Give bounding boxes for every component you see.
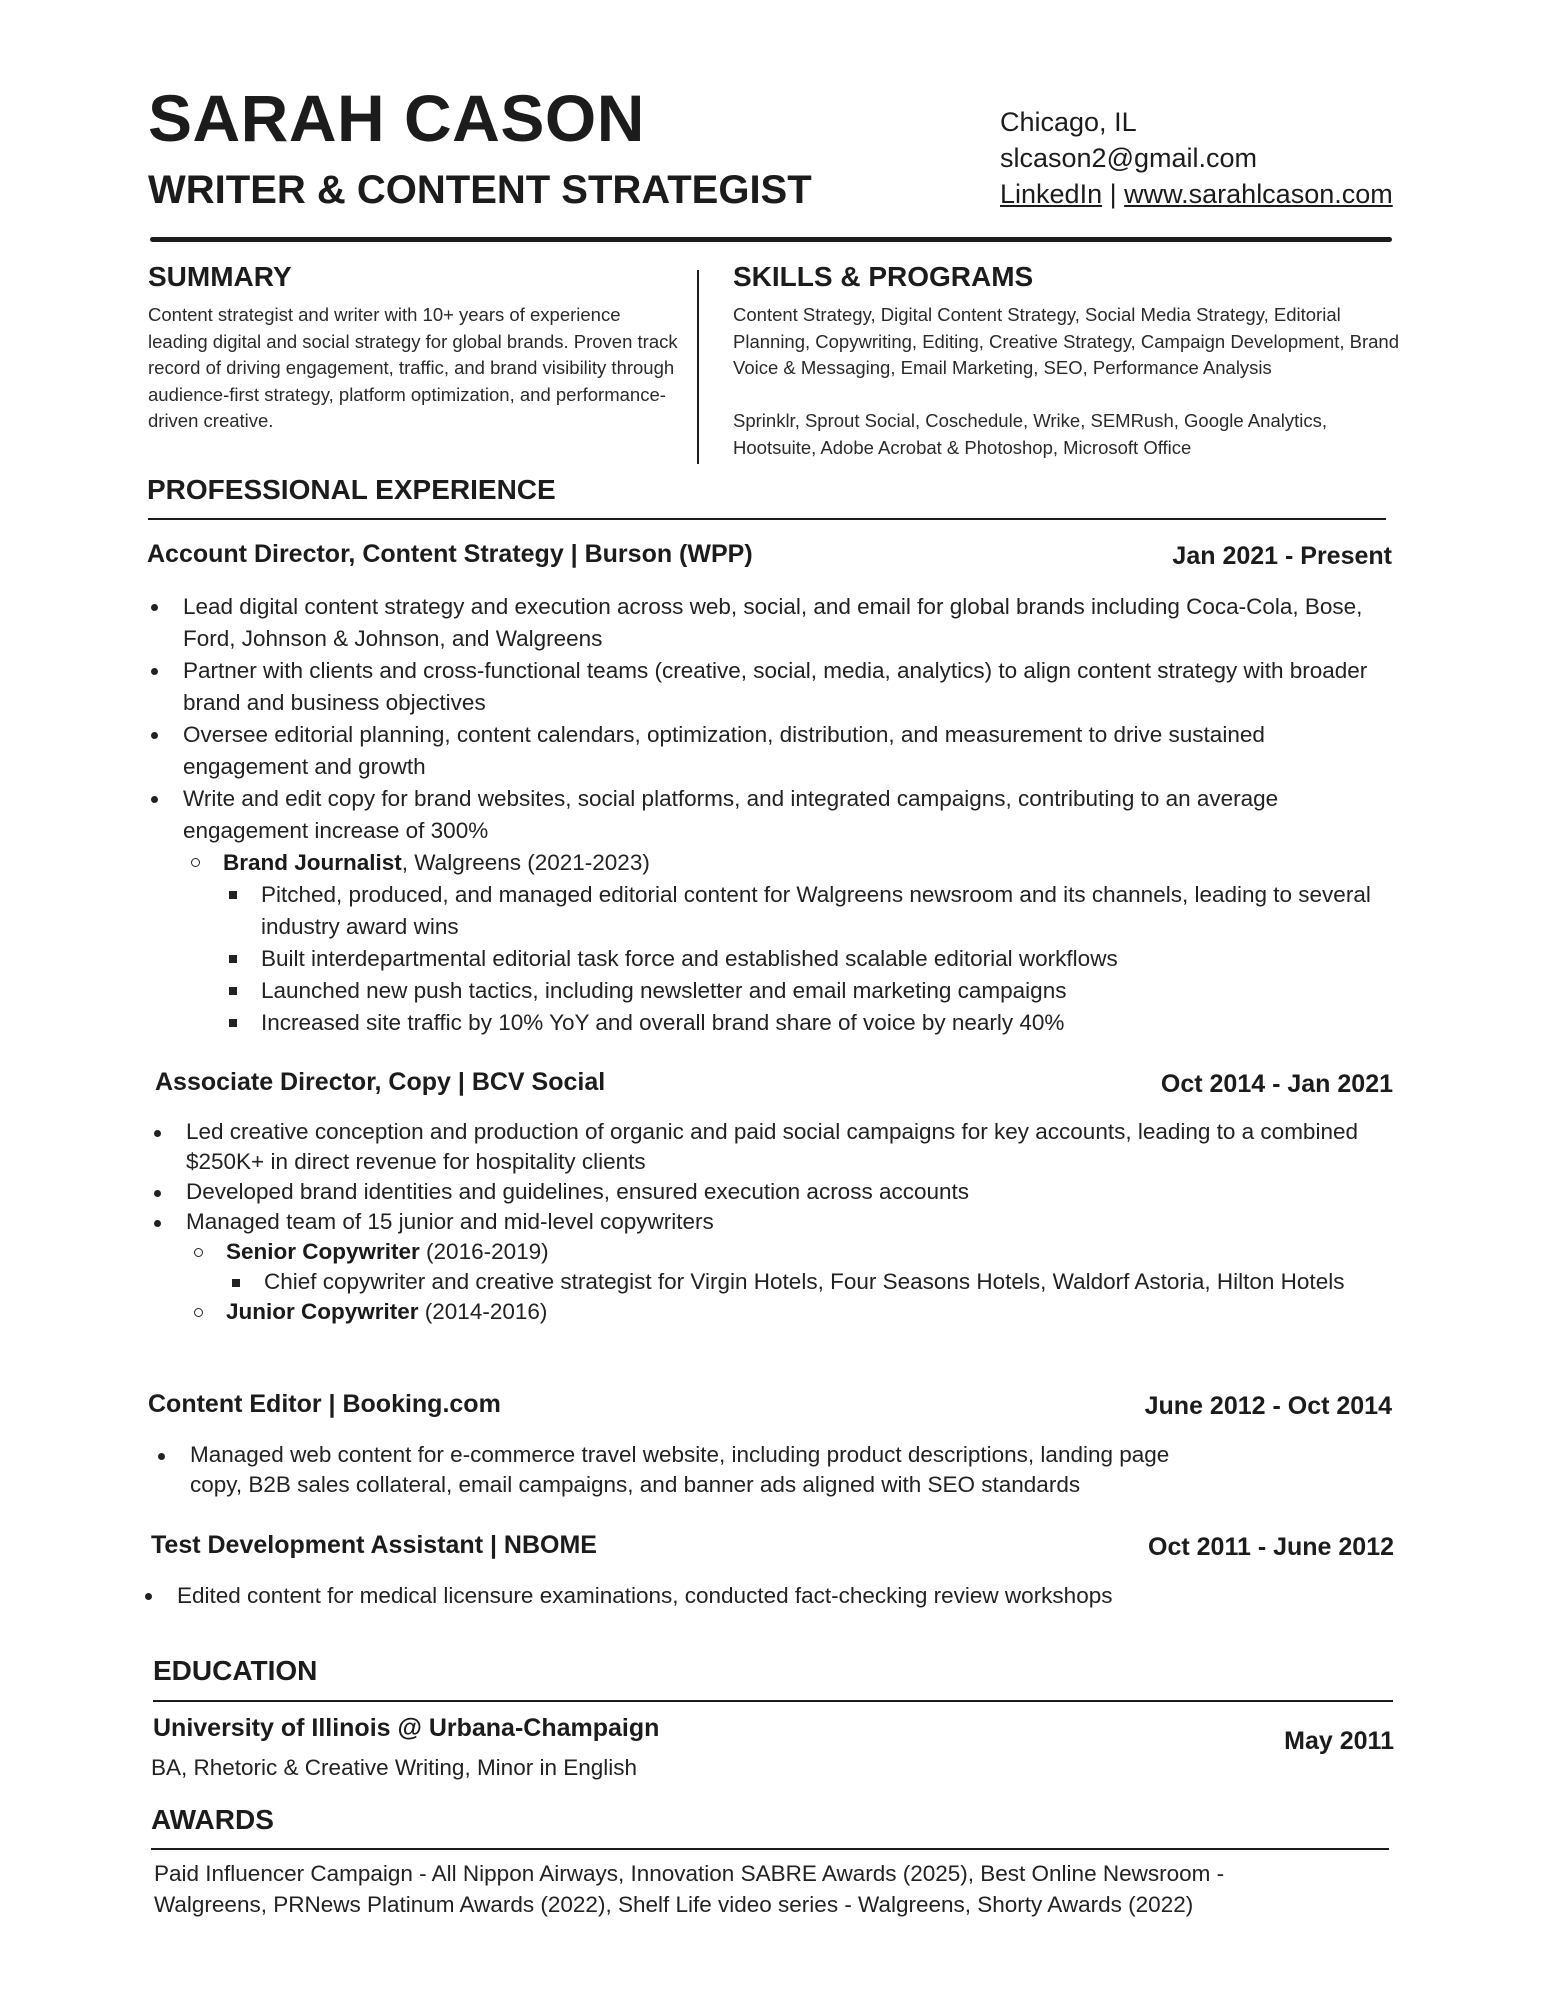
- sub-role-title: Senior Copywriter: [226, 1239, 420, 1264]
- summary-text: Content strategist and writer with 10+ years of experience leading digital and social strategy for global brands. Proven track record of driving engagement, traffic, and brand visibility through audience-first strategy, platform optimization, and performance-driven creative.: [148, 304, 678, 431]
- column-divider: [697, 270, 699, 464]
- awards-heading: AWARDS: [151, 1804, 274, 1835]
- job-dates: Oct 2014 - Jan 2021: [1160, 1070, 1393, 1098]
- sub-role-detail: (2016-2019): [419, 1239, 549, 1264]
- list-item: Chief copywriter and creative strategist for Virgin Hotels, Four Seasons Hotels, Waldorf Astoria, Hilton Hotels: [226, 1267, 1392, 1297]
- list-item: Edited content for medical licensure examinations, conducted fact-checking review workshops: [141, 1580, 1381, 1612]
- degree: BA, Rhetoric & Creative Writing, Minor in English: [151, 1755, 638, 1780]
- list-item: Write and edit copy for brand websites, social platforms, and integrated campaigns, contributing to an average engagement increase of 300%: [147, 783, 1392, 847]
- candidate-title: WRITER & CONTENT STRATEGIST: [148, 168, 812, 212]
- sub-role: [185, 847, 1392, 1039]
- email[interactable]: slcason2@gmail.com: [1000, 143, 1258, 173]
- programs-text: Sprinklr, Sprout Social, Coschedule, Wrike, SEMRush, Google Analytics, Hootsuite, Adobe Acrobat & Photoshop, Microsoft Office: [733, 410, 1327, 458]
- skills-text: Content Strategy, Digital Content Strategy, Social Media Strategy, Editorial Planning, Copywriting, Editing, Creative Strategy, Campaign Development, Brand Voice & Messaging, Email Marketing, SEO, Performance Analysis: [733, 304, 1399, 378]
- sub-role-title: Junior Copywriter: [226, 1299, 419, 1324]
- links-line: [1000, 176, 1393, 212]
- sub-role-detail: , Walgreens (2021-2023): [401, 850, 650, 875]
- job-dates: June 2012 - Oct 2014: [1144, 1392, 1392, 1420]
- list-item: Developed brand identities and guidelines, ensured execution across accounts: [150, 1177, 1392, 1207]
- list-item: Increased site traffic by 10% YoY and overall brand share of voice by nearly 40%: [223, 1007, 1392, 1039]
- job-bullets: [150, 1117, 1392, 1327]
- job-title: Test Development Assistant | NBOME: [151, 1531, 597, 1559]
- list-item: Pitched, produced, and managed editorial content for Walgreens newsroom and its channels, leading to several industry award wins: [223, 879, 1392, 943]
- job-title: Account Director, Content Strategy | Burson (WPP): [147, 540, 753, 568]
- sub-role: [188, 1297, 1392, 1327]
- job-bullets: [141, 1580, 1381, 1612]
- job-title: Associate Director, Copy | BCV Social: [155, 1068, 606, 1096]
- list-item: Managed web content for e-commerce travel website, including product descriptions, landing page copy, B2B sales collateral, email campaigns, and banner ads aligned with SEO standards: [154, 1440, 1214, 1500]
- candidate-name: SARAH CASON: [148, 81, 645, 155]
- link-separator: |: [1109, 179, 1117, 209]
- graduation-date: May 2011: [1284, 1727, 1394, 1755]
- header-divider: [150, 237, 1392, 242]
- job-bullets: [154, 1440, 1214, 1500]
- job-bullets: [147, 591, 1392, 1039]
- location: Chicago, IL: [1000, 107, 1137, 137]
- job-dates: Jan 2021 - Present: [1172, 542, 1392, 570]
- list-item: Managed team of 15 junior and mid-level copywriters: [150, 1207, 1392, 1237]
- list-item: Partner with clients and cross-functional teams (creative, social, media, analytics) to align content strategy with broader brand and business objectives: [147, 655, 1392, 719]
- education-heading: EDUCATION: [153, 1655, 318, 1686]
- list-item: Oversee editorial planning, content calendars, optimization, distribution, and measurement to drive sustained engagement and growth: [147, 719, 1392, 783]
- experience-heading: PROFESSIONAL EXPERIENCE: [147, 474, 556, 505]
- summary-heading: SUMMARY: [148, 261, 292, 292]
- list-item: Launched new push tactics, including newsletter and email marketing campaigns: [223, 975, 1392, 1007]
- list-item: Built interdepartmental editorial task force and established scalable editorial workflows: [223, 943, 1392, 975]
- website-link[interactable]: www.sarahlcason.com: [1124, 179, 1393, 209]
- sub-role-title: Brand Journalist: [223, 850, 402, 875]
- awards-divider: [151, 1848, 1389, 1850]
- skills-heading: SKILLS & PROGRAMS: [733, 261, 1034, 292]
- school-name: University of Illinois @ Urbana-Champaign: [153, 1714, 660, 1742]
- awards-text: Paid Influencer Campaign - All Nippon Airways, Innovation SABRE Awards (2025), Best Online Newsroom - Walgreens, PRNews Platinum Awards (2022), Shelf Life video series - Walgreens, Shorty Awards (2022): [154, 1861, 1225, 1917]
- job-dates: Oct 2011 - June 2012: [1148, 1533, 1394, 1561]
- list-item: Led creative conception and production of organic and paid social campaigns for key accounts, leading to a combined $250K+ in direct revenue for hospitality clients: [150, 1117, 1392, 1177]
- sub-role: [188, 1237, 1392, 1297]
- list-item: Lead digital content strategy and execution across web, social, and email for global brands including Coca-Cola, Bose, Ford, Johnson & Johnson, and Walgreens: [147, 591, 1392, 655]
- experience-divider: [148, 518, 1386, 520]
- job-title: Content Editor | Booking.com: [148, 1390, 501, 1418]
- education-divider: [153, 1700, 1393, 1702]
- linkedin-link[interactable]: LinkedIn: [1000, 179, 1103, 209]
- sub-role-detail: (2014-2016): [418, 1299, 548, 1324]
- contact-block: [1000, 104, 1393, 212]
